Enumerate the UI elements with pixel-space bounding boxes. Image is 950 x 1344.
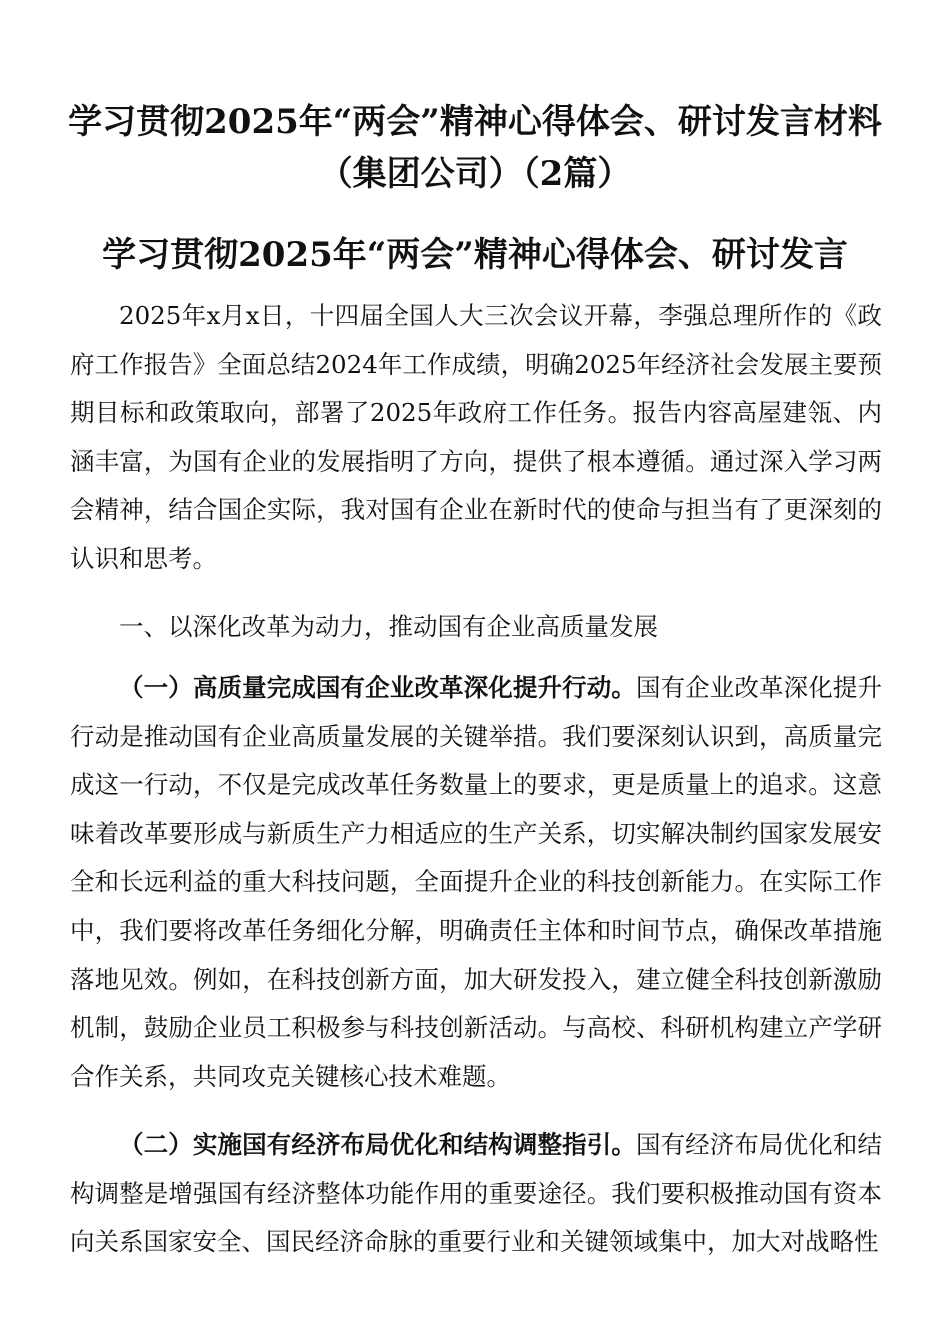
document-title — [20, 96, 930, 200]
item-heading-1: （一）高质量完成国有企业改革深化提升行动。 — [119, 673, 636, 702]
section-heading-1: 一、以深化改革为动力，推动国有企业高质量发展 — [119, 612, 658, 641]
item-paragraph-1 — [70, 664, 882, 1101]
document-title-line1: 学习贯彻2025年“两会”精神心得体会、研讨发言材料 — [68, 102, 882, 142]
item-body-1: 国有企业改革深化提升行动是推动国有企业高质量发展的关键举措。我们要深刻认识到，高质量完成这一行动，不仅是完成改革任务数量上的要求，更是质量上的追求。这意味着改革要形成与新质生产力相适应的生产关系，切实解决制约国家发展安全和长远利益的重大科技问题，全面提升企业的科技创新能力。在实际工作中，我们要将改革任务细化分解，明确责任主体和时间节点，确保改革措施落地见效。例如，在科技创新方面，加大研发投入，建立健全科技创新激励机制，鼓励企业员工积极参与科技创新活动。与高校、科研机构建立产学研合作关系，共同攻克关键核心技术难题。 — [70, 673, 883, 1091]
item-heading-2: （二）实施国有经济布局优化和结构调整指引。 — [119, 1130, 636, 1159]
document-subtitle: 学习贯彻2025年“两会”精神心得体会、研讨发言 — [102, 235, 848, 275]
item-paragraph-2 — [70, 1121, 882, 1267]
intro-paragraph: 2025年x月x日，十四届全国人大三次会议开幕，李强总理所作的《政府工作报告》全面总结2024年工作成绩，明确2025年经济社会发展主要预期目标和政策取向，部署了2025年政府工作任务。报告内容高屋建瓴、内涵丰富，为国有企业的发展指明了方向，提供了根本遵循。通过深入学习两会精神，结合国企实际，我对国有企业在新时代的使命与担当有了更深刻的认识和思考。 — [70, 301, 882, 573]
document-title-line2: （集团公司）（2篇） — [318, 154, 632, 194]
item-body-2: 国有经济布局优化和结构调整是增强国有经济整体功能作用的重要途径。我们要积极推动国有资本向关系国家安全、国民经济命脉的重要行业和关键领域集中，加大对战略性 — [70, 1130, 883, 1257]
